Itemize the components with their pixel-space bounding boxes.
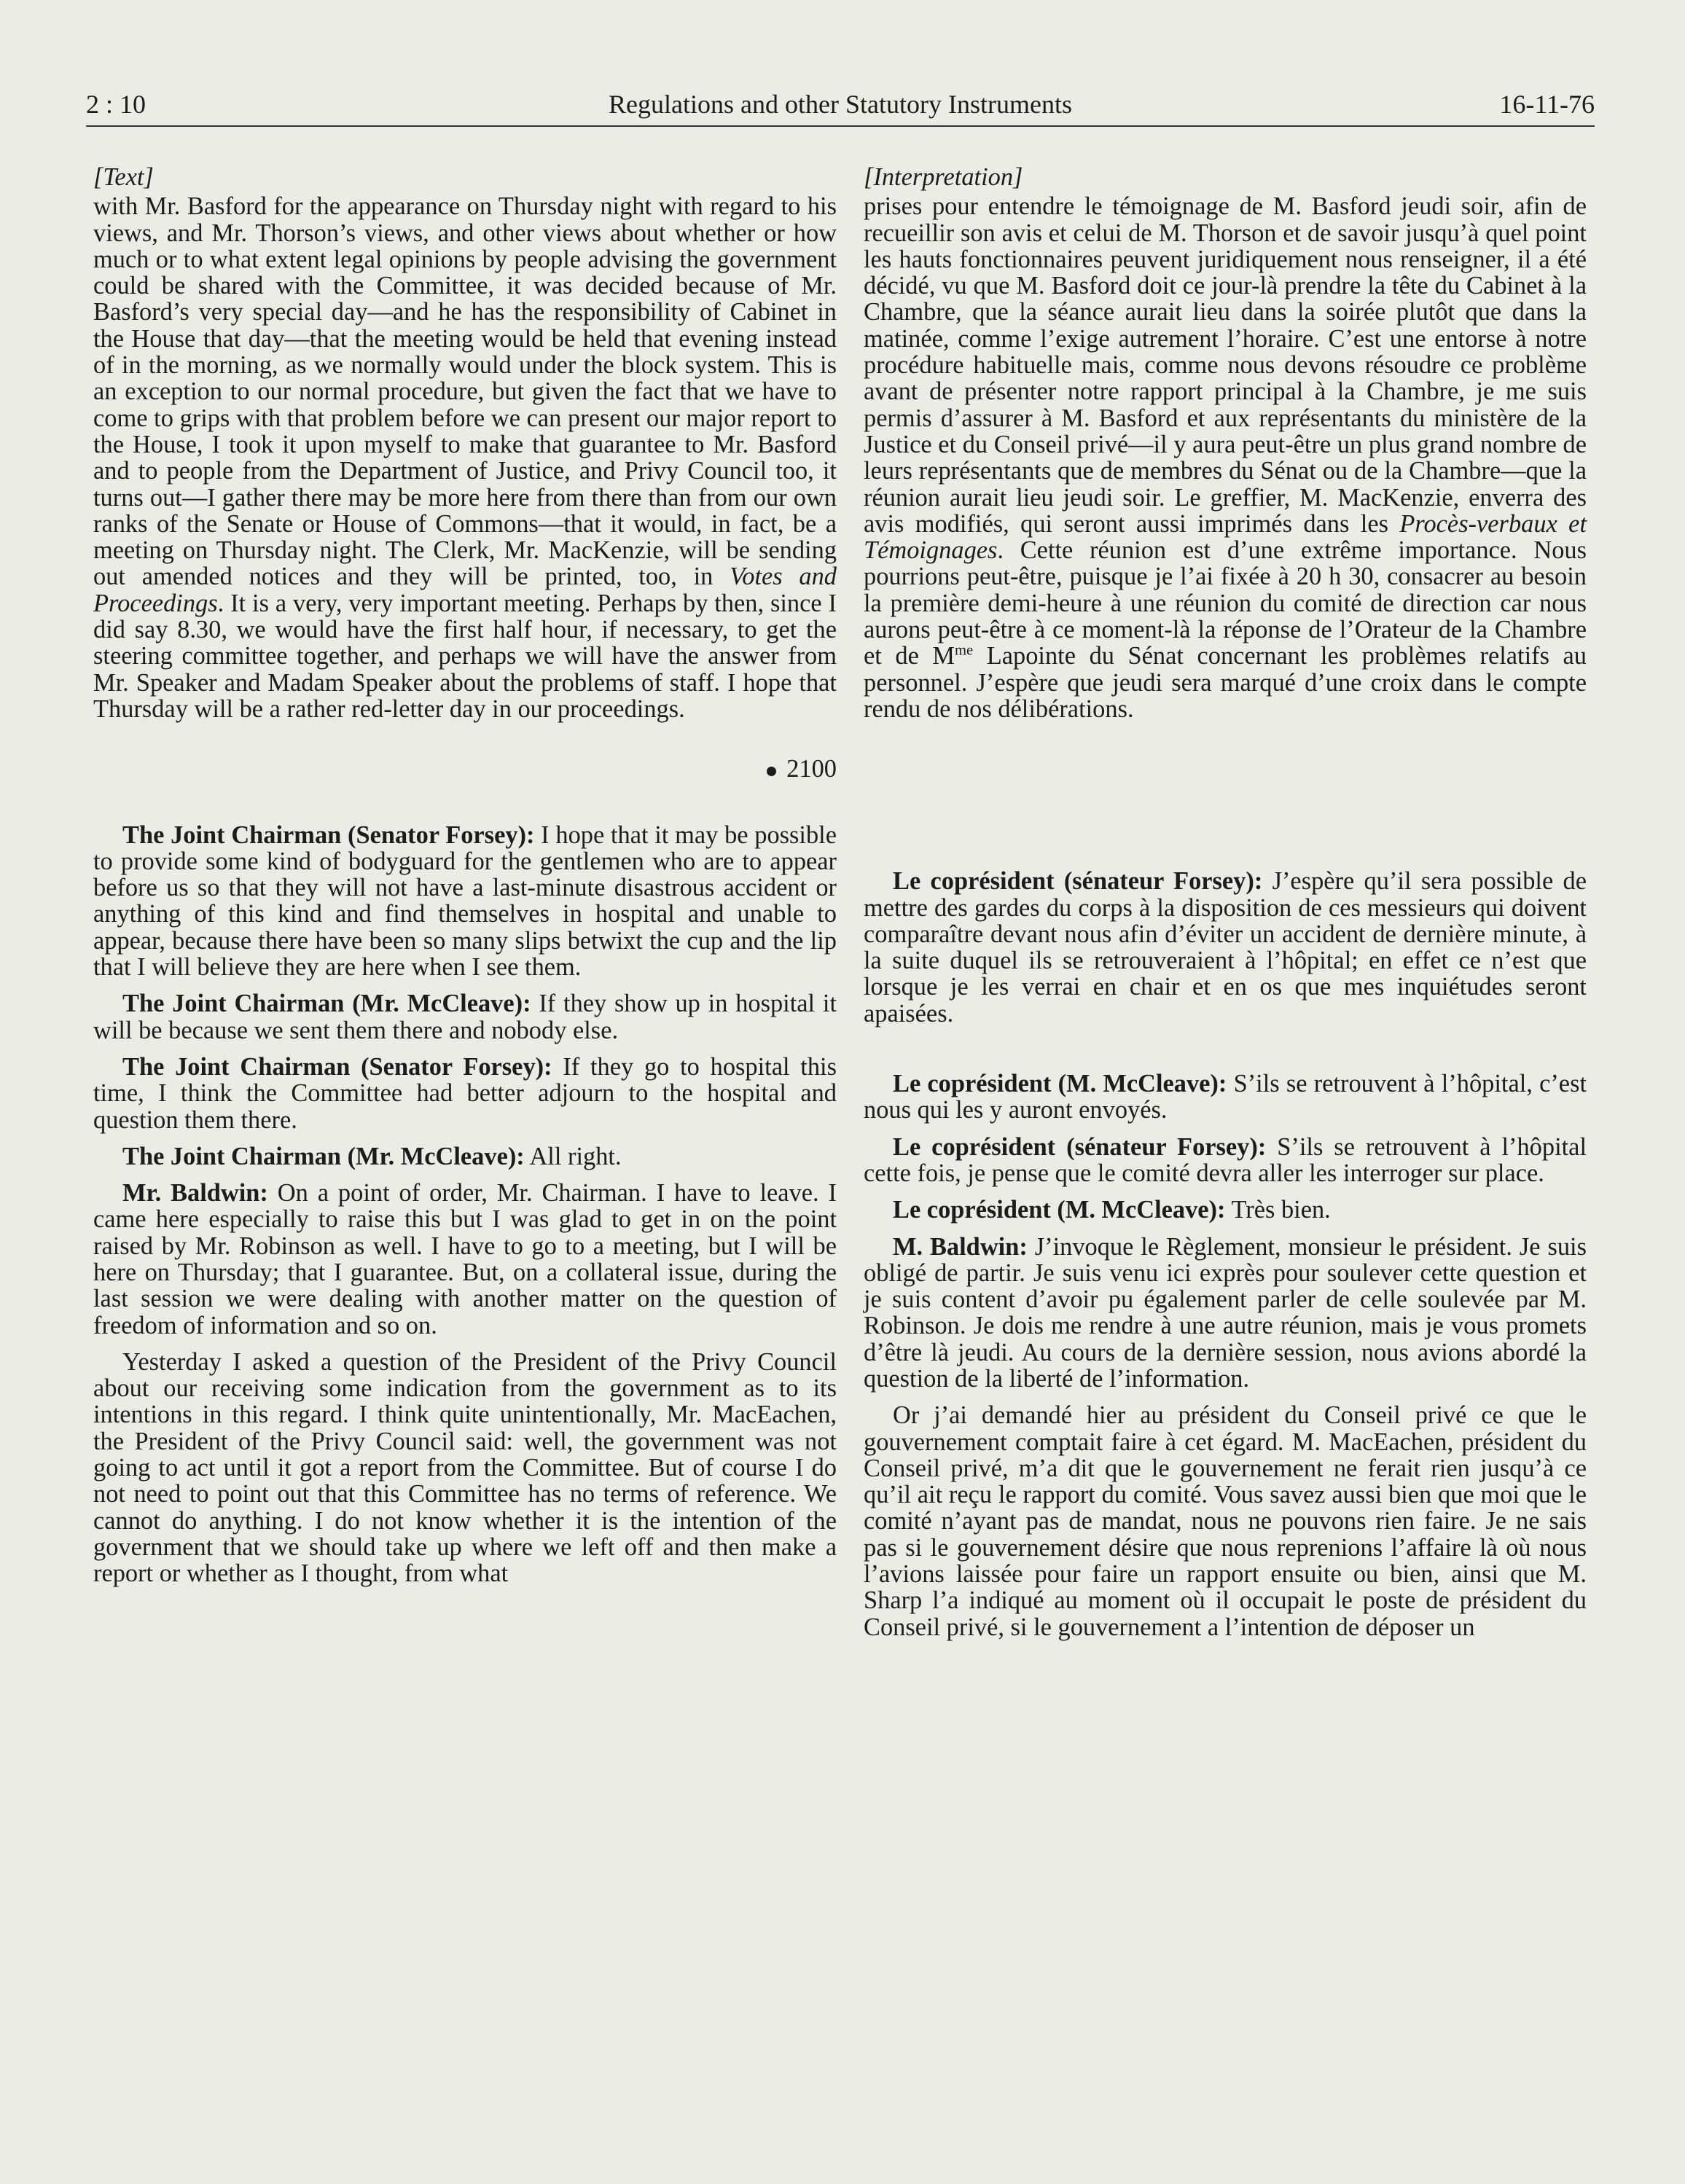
paragraph-text: prises pour entendre le témoignage de M. Basford jeudi soir, afin de recueillir son avis et celui de M. Thorson et de savoir jusqu’à quel point les hauts fonctionnaires peuvent juridiquement nous renseigner, il a été décidé, vu que M. Basford doit ce jour-là prendre la tête du Cabinet à la Chambre, que la séance aurait lieu dans la soirée plutôt que dans la matinée, comme l’exige autrement l’horaire. C’est une entorse à notre procédure habituelle mais, comme nous devons résoudre ce problème avant de présenter notre rapport principal à la Chambre, je me suis permis d’assurer à M. Basford et aux représentants du ministère de la Justice et du Conseil privé—il y aura peut-être un plus grand nombre de leurs représentants que de membres du Sénat ou de la Chambre—que la réunion aurait lieu jeudi soir. Le greffier, M. MacKenzie, enverra des avis modifiés, qui seront aussi imprimés dans les — [864, 192, 1587, 538]
speech-paragraph — [93, 990, 837, 1044]
paragraph: Yesterday I asked a question of the President of the Privy Council about our receiving some indication from the government as to its intentions in this regard. I think quite unintentionally, Mr. MacEachen, the President of the Privy Council said: well, the government was not going to act until it got a report from the Committee. But of course I do not need to point out that this Committee has no terms of reference. We cannot do anything. I do not know whether it is the intention of the government that we should take up where we left off and then make a report or whether as I thought, from what — [93, 1347, 837, 1588]
speech-text: If they show up in hospital it will be because we sent them there and nobody else. — [93, 990, 837, 1044]
speaker-name: The Joint Chairman (Senator Forsey): — [122, 821, 535, 849]
paragraph: Or j’ai demandé hier au président du Conseil privé ce que le gouvernement comptait faire à cet égard. M. MacEachen, président du Conseil privé, m’a dit que le gouvernement ne ferait rien jusqu’à ce qu’il ait reçu le rapport du comité. Vous savez aussi bien que moi que le comité n’ayant pas de mandat, nous ne pouvons rien faire. Je ne sais pas si le gouvernement désire que nous reprenions l’affaire là où nous l’avions laissée pour faire un rapport ensuite ou bien, ainsi que M. Sharp l’a indiqué au moment où il occupait le poste de président du Conseil privé, si le gouvernement a l’intention de déposer un — [864, 1401, 1587, 1641]
speaker-name: The Joint Chairman (Senator Forsey): — [122, 1052, 552, 1081]
speech-paragraph — [864, 1134, 1587, 1187]
language-label: [Text] — [93, 163, 154, 191]
speech-text: All right. — [524, 1142, 622, 1170]
running-header — [86, 89, 1595, 127]
speaker-name: Le coprésident (M. McCleave): — [893, 1070, 1227, 1098]
paragraph-text: Lapointe du Sénat concernant les problèmes relatifs au personnel. J’espère que jeudi sera marqué d’une croix dans le compte rendu de nos délibérations. — [864, 642, 1587, 723]
superscript: me — [955, 642, 974, 659]
speech-paragraph — [864, 1234, 1587, 1393]
speech-text: Très bien. — [1225, 1196, 1331, 1224]
time-marker — [93, 756, 837, 782]
speech-paragraph — [864, 1197, 1587, 1223]
speech-text: If they go to hospital this time, I think the Committee had better adjourn to the hospital and question them there. — [93, 1052, 837, 1134]
speech-paragraph — [93, 822, 837, 981]
publication-title-italic: Votes and Proceedings — [93, 563, 837, 617]
publication-title: Regulations and other Statutory Instruments — [609, 90, 1072, 119]
speech-paragraph — [93, 1054, 837, 1133]
speaker-name: Le coprésident (sénateur Forsey): — [893, 867, 1263, 896]
bullet-icon — [767, 767, 776, 776]
speech-text: I hope that it may be possible to provide some kind of bodyguard for the gentlemen who are to appear before us so that they will not have a last-minute disastrous accident or anything of this kind and find themselves in hospital and unable to appear, because there have been so many slips betwixt the cup and the lip that I will believe they are here when I see them. — [93, 821, 837, 982]
paragraph-text: . It is a very, very important meeting. Perhaps by then, since I did say 8.30, we would have the first half hour, if necessary, to get the steering committee together, and perhaps we will have the answer from Mr. Speaker and Madam Speaker about the problems of staff. I hope that Thursday will be a rather red-letter day in our proceedings. — [93, 589, 837, 723]
issue-date: 16-11-76 — [1499, 90, 1595, 119]
french-column — [864, 164, 1587, 1651]
speech-text: J’espère qu’il sera possible de mettre des gardes du corps à la disposition de ces messieurs qui doivent comparaître devant nous afin d’éviter un accident de dernière minute, à la suite duquel ils se retrouveraient à l’hôpital; en effet ce n’est que lorsque je les verrai en chair et en os que mes inquiétudes seront apaisées. — [864, 867, 1587, 1028]
paragraph-text: with Mr. Basford for the appearance on Thursday night with regard to his views, and Mr. Thorson’s views, and other views about whether or how much or to what extent legal opinions by people advising the government could be shared with the Committee, it was decided because of Mr. Basford’s very special day—and he has the responsibility of Cabinet in the House that day—that the meeting would be held that evening instead of in the morning, as we normally would under the block system. This is an exception to our normal procedure, but given the fact that we have to come to grips with that problem before we can present our major report to the House, I took it upon myself to make that guarantee to Mr. Basford and to people from the Department of Justice, and Privy Council too, it turns out—I gather there may be more here from there than from our own ranks of the Senate or House of Commons—that it would, in fact, be a meeting on Thursday night. The Clerk, Mr. MacKenzie, will be sending out amended notices and they will be printed, too, in — [93, 192, 837, 591]
speaker-name: Le coprésident (M. McCleave): — [893, 1196, 1226, 1224]
speech-paragraph — [864, 868, 1587, 1027]
time-marker-text: 2100 — [786, 755, 837, 783]
paragraph — [93, 193, 837, 722]
speaker-name: The Joint Chairman (Mr. McCleave): — [122, 990, 531, 1018]
paragraph — [864, 193, 1587, 722]
speech-text: S’ils se retrouvent à l’hôpital, c’est nous qui les y auront envoyés. — [864, 1070, 1587, 1124]
speaker-name: Le coprésident (sénateur Forsey): — [893, 1132, 1267, 1161]
speech-text: J’invoque le Règlement, monsieur le président. Je suis obligé de partir. Je suis venu ici exprès pour soulever cette question et je suis content d’avoir pu également parler de celle soulevée par M. Robinson. Je dois me rendre à une autre réunion, mais je vous promets d’être là jeudi. Au cours de la dernière session, nous avions abordé la question de la liberté de l’information. — [864, 1232, 1587, 1393]
speech-text: On a point of order, Mr. Chairman. I have to leave. I came here especially to raise this but I was glad to get in on the point raised by Mr. Robinson as well. I have to go to a meeting, but I will be here on Thursday; that I guarantee. But, on a collateral issue, during the last session we were dealing with another matter on the question of freedom of information and so on. — [93, 1179, 837, 1339]
speech-paragraph — [93, 1180, 837, 1339]
publication-title-italic: Procès-verbaux et Témoignages — [864, 509, 1587, 565]
english-column — [93, 164, 837, 1597]
speech-paragraph — [864, 1071, 1587, 1124]
spacer — [864, 722, 1587, 868]
language-label: [Interpretation] — [864, 163, 1023, 191]
speaker-name: The Joint Chairman (Mr. McCleave): — [122, 1142, 525, 1170]
speaker-name: M. Baldwin: — [893, 1232, 1028, 1261]
spacer — [864, 1037, 1587, 1071]
speaker-name: Mr. Baldwin: — [122, 1179, 268, 1208]
page-number: 2 : 10 — [86, 90, 146, 119]
speech-paragraph — [93, 1143, 837, 1170]
speech-text: S’ils se retrouvent à l’hôpital cette fois, je pense que le comité devra aller les interroger sur place. — [864, 1132, 1587, 1187]
paragraph-text: . Cette réunion est d’une extrême importance. Nous pourrions peut-être, puisque je l’ai fixée à 20 h 30, consacrer au besoin la première demi-heure à une réunion du comité de direction car nous aurons peut-être à ce moment-là la réponse de l’Orateur de la Chambre et de M — [864, 536, 1587, 670]
